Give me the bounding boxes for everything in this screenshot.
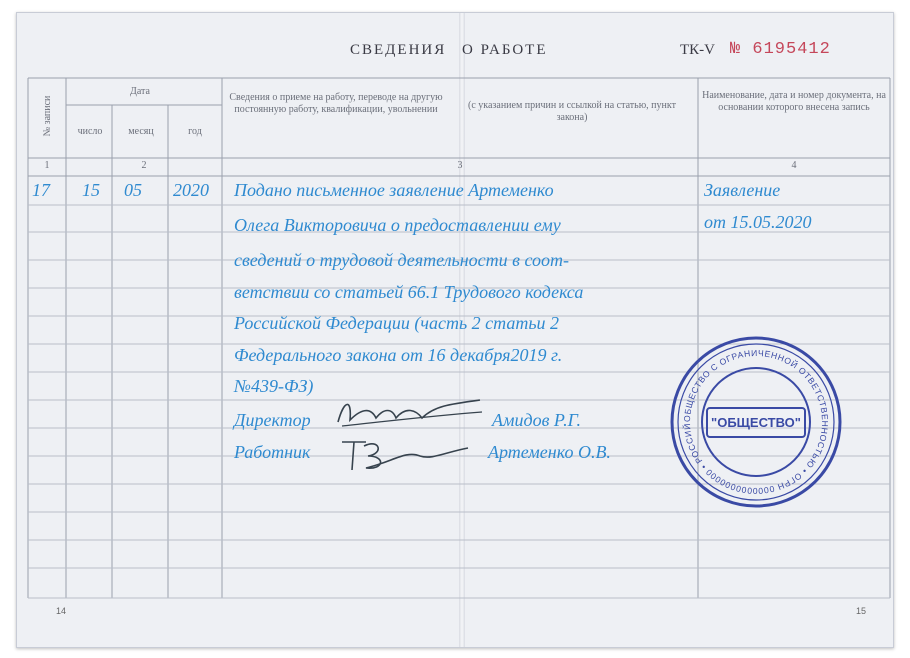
col-header-info-left: Сведения о приеме на работу, переводе на другую постоянную работу, квалификации, увольнении [229,92,443,115]
entry-text-line: Подано письменное заявление Артеменко [234,180,554,200]
director-label: Директор [234,410,311,430]
entry-day: 15 [82,180,100,200]
director-signature [330,392,490,436]
entry-text-line: №439-ФЗ) [234,376,314,396]
col-index-2: 2 [141,160,147,171]
entry-month: 05 [124,180,142,200]
printed-title-left: СВЕДЕНИЯ [350,42,447,58]
form-serial-number: № 6195412 [730,40,831,59]
stamp-ring-text: ОБЩЕСТВО С ОГРАНИЧЕННОЙ ОТВЕТСТВЕННОСТЬЮ • ОГРН 0000000000000 • РОССИЙ [681,347,831,497]
page-number-left: 14 [56,606,67,616]
worker-label: Работник [234,442,311,462]
entry-record-number: 17 [32,180,50,200]
stamp-center-text: "ОБЩЕСТВО" [706,407,806,438]
worker-name: Артеменко О.В. [488,442,611,462]
printed-title-right: О РАБОТЕ [462,42,548,58]
entry-text-line: Федерального закона от 16 декабря2019 г. [234,345,563,365]
worker-signature [336,432,476,476]
col-header-record-no: № записи [42,95,53,137]
form-series: ТК-V [680,42,715,58]
col-header-document: Наименование, дата и номер документа, на основании которого внесена запись [702,90,886,113]
col-index-4: 4 [791,160,797,171]
col-header-year: год [188,126,202,137]
col-header-day: число [77,126,103,137]
col-header-date: Дата [130,86,150,97]
entry-text-line: ветствии со статьей 66.1 Трудового кодекса [234,282,584,302]
col-header-month: месяц [128,126,154,137]
entry-text-line: сведений о трудовой деятельности в соот- [234,250,569,270]
col-index-3: 3 [457,160,463,171]
entry-text-line: Олега Викторовича о предоставлении ему [234,215,561,235]
col-index-1: 1 [44,160,50,171]
page-number-right: 15 [856,606,867,616]
entry-document-line: от 15.05.2020 [704,212,812,232]
col-header-info-right: (с указанием причин и ссылкой на статью, пункт закона) [468,100,676,123]
organization-stamp [668,334,844,510]
entry-document-line: Заявление [704,180,781,200]
director-name: Амидов Р.Г. [492,410,581,430]
entry-text-line: Российской Федерации (часть 2 статьи 2 [234,313,560,333]
entry-year: 2020 [173,180,209,200]
